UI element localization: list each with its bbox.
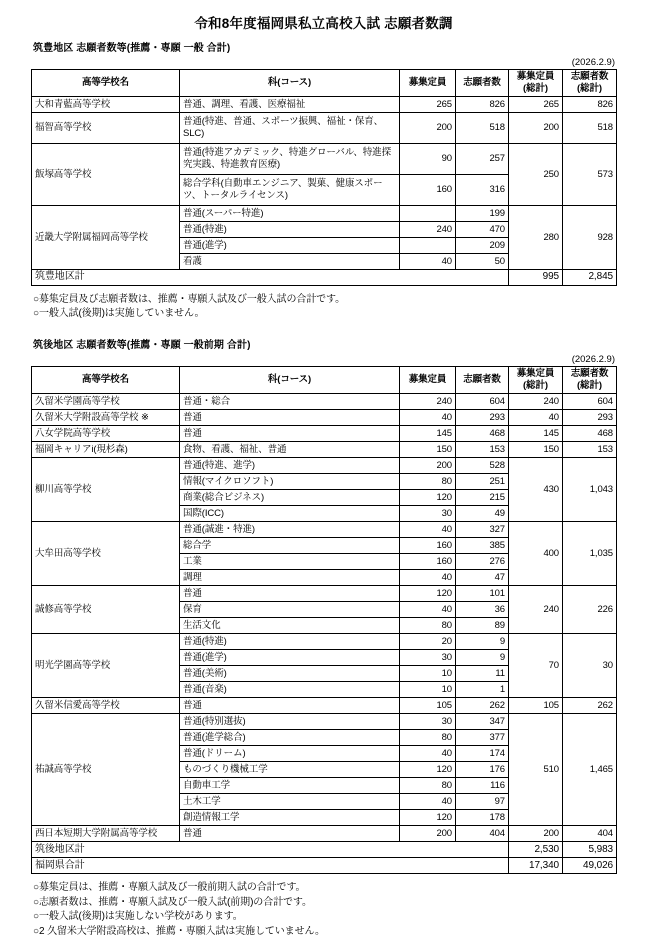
note-line: ○2 久留米大学附設高校は、推薦・専願入試は実施していません。	[33, 925, 325, 937]
table-body-chikugo	[32, 394, 617, 874]
cell-applicants: 153	[456, 442, 509, 458]
col-header-applicants: 志願者数	[456, 69, 509, 96]
cell-course-name: 情報(マイクロソフト)	[180, 474, 400, 490]
cell-school-name: 祐誠高等学校	[32, 714, 180, 826]
cell-quota: 40	[400, 794, 456, 810]
cell-applicants-total: 226	[563, 586, 617, 634]
cell-applicants: 49	[456, 506, 509, 522]
cell-quota-total: 105	[509, 698, 563, 714]
table-row	[32, 112, 617, 143]
cell-quota: 145	[400, 426, 456, 442]
cell-quota: 120	[400, 586, 456, 602]
cell-applicants-total: 1,035	[563, 522, 617, 586]
col-header-applicants-total-line1: 志願者数	[570, 71, 609, 83]
cell-quota-total: 400	[509, 522, 563, 586]
cell-applicants: 97	[456, 794, 509, 810]
cell-quota: 30	[400, 506, 456, 522]
cell-quota: 30	[400, 650, 456, 666]
cell-school-name: 久留米大学附設高等学校 ※	[32, 410, 180, 426]
cell-quota: 80	[400, 618, 456, 634]
cell-quota: 240	[400, 394, 456, 410]
cell-quota: 40	[400, 746, 456, 762]
cell-quota: 105	[400, 698, 456, 714]
cell-quota: 40	[400, 522, 456, 538]
cell-course-name: 普通	[180, 410, 400, 426]
col-header-applicants-total-line2: (総計)	[577, 82, 602, 94]
table-body-chikuho	[32, 96, 617, 285]
cell-school-name: 八女学院高等学校	[32, 426, 180, 442]
cell-applicants: 316	[456, 174, 509, 205]
cell-quota	[400, 205, 456, 221]
cell-total-quota: 17,340	[509, 858, 563, 874]
cell-applicants: 262	[456, 698, 509, 714]
cell-applicants: 327	[456, 522, 509, 538]
cell-course-name: 普通(特進)	[180, 221, 400, 237]
cell-applicants: 251	[456, 474, 509, 490]
cell-school-name: 大牟田高等学校	[32, 522, 180, 586]
document-page	[0, 15, 647, 937]
cell-applicants-total: 1,465	[563, 714, 617, 826]
cell-total-quota: 2,530	[509, 842, 563, 858]
col-header-course: 科(コース)	[180, 69, 400, 96]
cell-total-label: 福岡県合計	[32, 858, 509, 874]
col-header-quota-total	[509, 69, 563, 96]
cell-course-name: 普通	[180, 586, 400, 602]
cell-quota: 30	[400, 714, 456, 730]
cell-course-name: 普通(スーパー特進)	[180, 205, 400, 221]
table-total-row	[32, 858, 617, 874]
cell-quota: 40	[400, 253, 456, 269]
col-header-applicants-total	[563, 69, 617, 96]
section-chikugo	[31, 339, 616, 939]
cell-course-name: 生活文化	[180, 618, 400, 634]
cell-school-name: 明光学園高等学校	[32, 634, 180, 698]
cell-quota: 240	[400, 221, 456, 237]
cell-applicants-total: 293	[563, 410, 617, 426]
cell-applicants: 178	[456, 810, 509, 826]
section-title-chikuho: 筑豊地区 志願者数等(推薦・専願 一般 合計)	[33, 42, 231, 54]
table-row	[32, 458, 617, 474]
table-row	[32, 205, 617, 221]
cell-quota: 200	[400, 458, 456, 474]
cell-quota: 120	[400, 810, 456, 826]
table-total-row	[32, 269, 617, 285]
note-line: ○一般入試(後期)は実施していません。	[33, 308, 205, 320]
cell-applicants: 36	[456, 602, 509, 618]
cell-course-name: 普通	[180, 826, 400, 842]
cell-course-name: 普通(美術)	[180, 666, 400, 682]
cell-quota: 120	[400, 762, 456, 778]
cell-total-quota: 995	[509, 269, 563, 285]
cell-school-name: 誠修高等学校	[32, 586, 180, 634]
col-header-quota: 募集定員	[400, 69, 456, 96]
table-row	[32, 634, 617, 650]
cell-total-applicants: 2,845	[563, 269, 617, 285]
cell-applicants-total: 404	[563, 826, 617, 842]
cell-applicants: 199	[456, 205, 509, 221]
cell-quota-total: 145	[509, 426, 563, 442]
cell-quota-total: 240	[509, 394, 563, 410]
section-chikuho	[31, 42, 616, 322]
cell-course-name: 総合学科(自動車エンジニア、製菓、健康スポーツ、トータルライセンス)	[180, 174, 400, 205]
cell-course-name: 調理	[180, 570, 400, 586]
cell-course-name: 普通(進学)	[180, 650, 400, 666]
cell-applicants: 385	[456, 538, 509, 554]
note-line: ○一般入試(後期)は実施しない学校があります。	[33, 911, 243, 923]
col-header-quota-total-line1: 募集定員	[516, 368, 555, 380]
cell-course-name: 普通(ドリーム)	[180, 746, 400, 762]
cell-course-name: 国際(ICC)	[180, 506, 400, 522]
cell-quota-total: 150	[509, 442, 563, 458]
cell-quota-total: 40	[509, 410, 563, 426]
section-date-chikuho: (2026.2.9)	[571, 56, 615, 68]
cell-applicants: 468	[456, 426, 509, 442]
cell-quota: 90	[400, 143, 456, 174]
cell-quota-total: 250	[509, 143, 563, 205]
cell-course-name: 普通	[180, 426, 400, 442]
cell-school-name: 久留米学園高等学校	[32, 394, 180, 410]
cell-course-name: 普通(特別選抜)	[180, 714, 400, 730]
cell-applicants: 293	[456, 410, 509, 426]
cell-course-name: ものづくり機械工学	[180, 762, 400, 778]
col-header-quota: 募集定員	[400, 367, 456, 394]
table-chikugo	[31, 366, 617, 874]
note-line: ○募集定員及び志願者数は、推薦・専願入試及び一般入試の合計です。	[33, 293, 346, 305]
cell-applicants: 377	[456, 730, 509, 746]
cell-applicants: 174	[456, 746, 509, 762]
cell-course-name: 創造情報工学	[180, 810, 400, 826]
cell-quota: 10	[400, 682, 456, 698]
cell-quota-total: 240	[509, 586, 563, 634]
cell-course-name: 工業	[180, 554, 400, 570]
cell-quota: 120	[400, 490, 456, 506]
notes-chikugo	[33, 881, 616, 939]
cell-quota-total: 200	[509, 112, 563, 143]
cell-course-name: 食物、看護、福祉、普通	[180, 442, 400, 458]
table-row	[32, 698, 617, 714]
cell-applicants-total: 573	[563, 143, 617, 205]
cell-applicants-total: 826	[563, 96, 617, 112]
table-row	[32, 826, 617, 842]
cell-applicants: 47	[456, 570, 509, 586]
cell-applicants-total: 153	[563, 442, 617, 458]
cell-quota-total: 280	[509, 205, 563, 269]
cell-course-name: 普通(特進、普通、スポーツ振興、福祉・保育、SLC)	[180, 112, 400, 143]
cell-quota-total: 430	[509, 458, 563, 522]
cell-quota: 160	[400, 554, 456, 570]
cell-course-name: 普通、調理、看護、医療福祉	[180, 96, 400, 112]
cell-school-name: 柳川高等学校	[32, 458, 180, 522]
cell-quota-total: 265	[509, 96, 563, 112]
cell-applicants: 826	[456, 96, 509, 112]
table-row	[32, 426, 617, 442]
cell-course-name: 普通・総合	[180, 394, 400, 410]
cell-applicants: 276	[456, 554, 509, 570]
cell-quota: 80	[400, 474, 456, 490]
cell-school-name: 飯塚高等学校	[32, 143, 180, 205]
cell-quota: 20	[400, 634, 456, 650]
cell-applicants-total: 468	[563, 426, 617, 442]
cell-applicants-total: 928	[563, 205, 617, 269]
cell-quota: 160	[400, 174, 456, 205]
cell-total-applicants: 5,983	[563, 842, 617, 858]
table-row	[32, 394, 617, 410]
cell-applicants-total: 518	[563, 112, 617, 143]
col-header-applicants: 志願者数	[456, 367, 509, 394]
cell-school-name: 久留米信愛高等学校	[32, 698, 180, 714]
cell-applicants: 50	[456, 253, 509, 269]
cell-applicants: 528	[456, 458, 509, 474]
cell-applicants: 1	[456, 682, 509, 698]
cell-applicants-total: 262	[563, 698, 617, 714]
cell-applicants-total: 30	[563, 634, 617, 698]
cell-quota: 200	[400, 112, 456, 143]
cell-course-name: 普通(誠進・特進)	[180, 522, 400, 538]
cell-applicants: 101	[456, 586, 509, 602]
cell-school-name: 福智高等学校	[32, 112, 180, 143]
cell-quota: 150	[400, 442, 456, 458]
cell-quota	[400, 237, 456, 253]
cell-applicants: 9	[456, 634, 509, 650]
cell-applicants: 89	[456, 618, 509, 634]
cell-quota: 200	[400, 826, 456, 842]
cell-applicants: 347	[456, 714, 509, 730]
section-title-chikugo: 筑後地区 志願者数等(推薦・専願 一般前期 合計)	[33, 339, 251, 351]
cell-applicants: 404	[456, 826, 509, 842]
cell-course-name: 普通(進学)	[180, 237, 400, 253]
cell-quota: 10	[400, 666, 456, 682]
cell-school-name: 西日本短期大学附属高等学校	[32, 826, 180, 842]
col-header-applicants-total	[563, 367, 617, 394]
cell-applicants: 604	[456, 394, 509, 410]
cell-course-name: 看護	[180, 253, 400, 269]
col-header-quota-total-line2: (総計)	[523, 82, 548, 94]
note-line: ○募集定員は、推薦・専願入試及び一般前期入試の合計です。	[33, 882, 306, 894]
cell-course-name: 普通(進学総合)	[180, 730, 400, 746]
cell-applicants: 176	[456, 762, 509, 778]
cell-course-name: 普通	[180, 698, 400, 714]
cell-school-name: 近畿大学附属福岡高等学校	[32, 205, 180, 269]
cell-applicants: 215	[456, 490, 509, 506]
col-header-applicants-total-line2: (総計)	[577, 380, 602, 392]
table-chikuho	[31, 69, 617, 286]
cell-course-name: 普通(特進アカデミック、特進グローバル、特進探究実践、特進教育医療)	[180, 143, 400, 174]
cell-quota-total: 70	[509, 634, 563, 698]
table-row	[32, 143, 617, 174]
cell-quota-total: 200	[509, 826, 563, 842]
cell-course-name: 保育	[180, 602, 400, 618]
notes-chikuho	[33, 293, 616, 322]
col-header-quota-total	[509, 367, 563, 394]
section-date-chikugo: (2026.2.9)	[571, 353, 615, 365]
col-header-applicants-total-line1: 志願者数	[570, 368, 609, 380]
cell-applicants: 9	[456, 650, 509, 666]
cell-course-name: 総合学	[180, 538, 400, 554]
table-row	[32, 96, 617, 112]
table-row	[32, 442, 617, 458]
cell-applicants: 11	[456, 666, 509, 682]
cell-total-label: 筑豊地区計	[32, 269, 509, 285]
cell-course-name: 普通(特進)	[180, 634, 400, 650]
cell-total-applicants: 49,026	[563, 858, 617, 874]
cell-course-name: 自動車工学	[180, 778, 400, 794]
col-header-course: 科(コース)	[180, 367, 400, 394]
cell-quota-total: 510	[509, 714, 563, 826]
cell-course-name: 商業(総合ビジネス)	[180, 490, 400, 506]
cell-quota: 80	[400, 730, 456, 746]
cell-quota: 80	[400, 778, 456, 794]
cell-applicants-total: 1,043	[563, 458, 617, 522]
cell-course-name: 土木工学	[180, 794, 400, 810]
col-header-school: 高等学校名	[32, 69, 180, 96]
cell-quota: 40	[400, 602, 456, 618]
cell-applicants: 470	[456, 221, 509, 237]
cell-course-name: 普通(音楽)	[180, 682, 400, 698]
cell-applicants: 257	[456, 143, 509, 174]
cell-applicants: 116	[456, 778, 509, 794]
cell-applicants: 209	[456, 237, 509, 253]
table-header-row	[32, 69, 617, 96]
cell-quota: 40	[400, 410, 456, 426]
table-total-row	[32, 842, 617, 858]
cell-school-name: 福岡キャリアi(現杉森)	[32, 442, 180, 458]
col-header-quota-total-line2: (総計)	[523, 380, 548, 392]
page-title: 令和8年度福岡県私立高校入試 志願者数調	[194, 16, 453, 31]
cell-school-name: 大和青藍高等学校	[32, 96, 180, 112]
table-row	[32, 410, 617, 426]
col-header-quota-total-line1: 募集定員	[516, 71, 555, 83]
table-row	[32, 586, 617, 602]
table-header-row	[32, 367, 617, 394]
cell-applicants-total: 604	[563, 394, 617, 410]
cell-quota: 40	[400, 570, 456, 586]
cell-applicants: 518	[456, 112, 509, 143]
note-line: ○志願者数は、推薦・専願入試及び一般入試(前期)の合計です。	[33, 896, 312, 908]
table-row	[32, 714, 617, 730]
table-row	[32, 522, 617, 538]
cell-total-label: 筑後地区計	[32, 842, 509, 858]
cell-course-name: 普通(特進、進学)	[180, 458, 400, 474]
cell-quota: 160	[400, 538, 456, 554]
col-header-school: 高等学校名	[32, 367, 180, 394]
cell-quota: 265	[400, 96, 456, 112]
